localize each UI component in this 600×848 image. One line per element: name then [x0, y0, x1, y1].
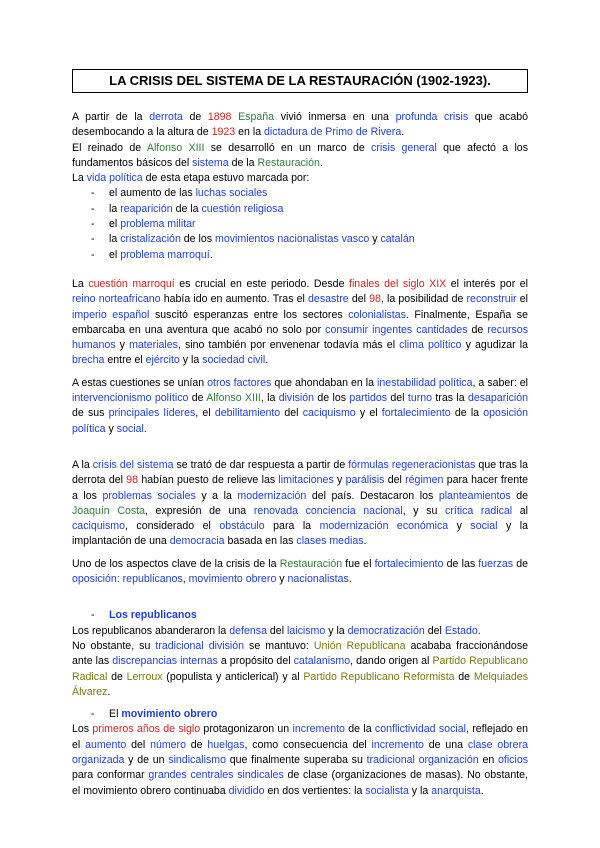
highlighted-term: dictadura de Primo de Rivera — [264, 126, 402, 139]
highlighted-term: fortalecimiento — [374, 557, 444, 570]
highlighted-term: oficios — [497, 753, 529, 766]
text-run: para la — [264, 520, 320, 533]
text-run: de la — [450, 407, 484, 420]
heading-text: movimiento obrero — [121, 708, 218, 721]
paragraph — [72, 141, 528, 172]
highlighted-term: clima político — [399, 339, 462, 352]
text-run: que finalmente superaba su — [225, 753, 367, 766]
highlighted-term: materiales — [129, 339, 178, 352]
paragraph-regeneracion — [72, 458, 528, 550]
highlighted-term: colonialistas — [348, 308, 406, 321]
text-run: , expresión de una — [145, 504, 254, 517]
text-run: , reflejado en el — [72, 723, 528, 751]
text-run: y agudizar la — [461, 339, 529, 352]
highlighted-term: Joaquín Costa — [72, 504, 145, 517]
text-run: . — [209, 248, 213, 261]
highlighted-term: oposición política — [72, 407, 529, 435]
highlighted-term: fortalecimiento — [381, 407, 451, 420]
text-run: y — [115, 339, 130, 352]
text-run: del país. Destacaron los — [306, 489, 439, 502]
text-run: del — [266, 624, 287, 637]
text-run: el — [109, 248, 121, 261]
text-run: , y su — [402, 504, 446, 517]
text-run: El reinado de — [72, 141, 147, 154]
text-run: de la — [228, 156, 258, 169]
text-run: , el — [195, 407, 215, 420]
text-run: de la — [344, 723, 375, 736]
text-run: fue el — [342, 557, 375, 570]
highlighted-term: laicismo — [287, 624, 326, 637]
highlighted-term: desaparición — [467, 392, 529, 405]
text-run: de sus — [72, 407, 109, 420]
highlighted-term: modernización económica — [319, 520, 449, 533]
text-run: No obstante, su — [72, 639, 156, 652]
highlighted-term: cuestión marroquí — [88, 277, 175, 290]
text-run: y — [105, 422, 117, 435]
highlighted-term: sistema — [192, 156, 229, 169]
highlighted-term: conflictividad social — [374, 723, 466, 736]
text-run: . — [265, 354, 269, 367]
text-run: y a la — [195, 489, 238, 502]
paragraph — [72, 110, 528, 141]
highlighted-term: 98 — [369, 293, 381, 306]
highlighted-term: Lerroux — [126, 670, 163, 683]
highlighted-term: limitaciones — [278, 474, 334, 487]
text-run: había ido en aumento. Tras el — [160, 293, 309, 306]
highlighted-term: inestabilidad política — [377, 376, 473, 389]
highlighted-term: movimiento obrero — [188, 573, 277, 586]
highlighted-term: social — [116, 422, 144, 435]
highlighted-term: Melquiades Álvarez — [72, 670, 528, 698]
highlighted-term: fórmulas regeneracionistas — [348, 458, 476, 471]
text-run: , a saber: el — [472, 376, 528, 389]
text-run: y — [369, 233, 381, 246]
highlighted-term: principales líderes — [108, 407, 196, 420]
text-run: . — [348, 573, 352, 586]
text-run: de — [467, 323, 488, 336]
highlighted-term: Partido Republicano Reformista — [303, 670, 455, 683]
text-run: de — [182, 111, 208, 123]
highlighted-term: sindicalismo — [168, 753, 226, 766]
highlighted-term: profunda crisis — [395, 111, 469, 123]
text-run: que tras la derrota del — [72, 458, 528, 487]
highlighted-term: recursos humanos — [72, 323, 528, 352]
highlighted-term: luchas sociales — [195, 187, 268, 200]
bullet-list — [72, 186, 528, 262]
highlighted-term: caciquismo — [302, 407, 356, 420]
highlighted-term: problema marroquí — [120, 248, 210, 261]
text-run: . — [143, 422, 147, 435]
text-run: que acabó desembocando a la altura de — [72, 111, 529, 139]
text-run: protagonizaron un — [200, 723, 293, 736]
text-run: A la — [72, 458, 93, 471]
highlighted-term: Alfonso XIII — [206, 392, 261, 405]
text-run: de — [185, 738, 208, 751]
text-run: la — [109, 233, 121, 246]
highlighted-term: brecha — [72, 354, 105, 367]
highlighted-term: oposición: republicanos — [72, 573, 183, 586]
text-run: de una — [423, 738, 468, 751]
highlighted-term: incremento — [371, 738, 424, 751]
text-run: del — [387, 392, 408, 405]
highlighted-term: planteamientos — [438, 489, 511, 502]
text-run: el — [109, 218, 121, 231]
highlighted-term: régimen — [405, 474, 444, 487]
highlighted-term: social — [470, 520, 498, 533]
text-run: A partir de la — [72, 111, 150, 123]
highlighted-term: ejército — [145, 354, 180, 367]
text-run: Uno de los aspectos clave de la crisis de la — [72, 557, 280, 570]
text-run: que afectó a los fundamentos básicos del — [72, 141, 528, 169]
highlighted-term: derrota — [149, 111, 183, 123]
highlighted-term: debilitamiento — [214, 407, 281, 420]
text-run: de los — [180, 233, 215, 246]
text-run: (populista y anticlerical) y al — [162, 670, 304, 683]
text-run: del — [126, 738, 151, 751]
highlighted-term: España — [238, 111, 275, 123]
highlighted-term: caciquismo — [72, 520, 125, 533]
paragraph-oposicion — [72, 557, 528, 588]
text-run: y la — [325, 624, 348, 637]
text-run: la — [109, 202, 121, 215]
intro — [72, 110, 528, 186]
text-run: de los — [314, 392, 350, 405]
text-run: habían puesto de relieve las — [138, 474, 279, 487]
text-run: de — [510, 489, 528, 502]
highlighted-term: clases medias — [296, 535, 364, 548]
highlighted-term: intervencionismo político — [72, 392, 189, 405]
text-run: . Finalmente, España se embarcaba en una aventura que acabó no solo por — [72, 308, 528, 336]
heading-prefix: El — [109, 708, 122, 721]
highlighted-term: incremento — [292, 723, 345, 736]
paragraph — [72, 624, 528, 639]
text-run: se desarrolló en un marco de — [204, 141, 372, 154]
list-item — [72, 202, 528, 217]
text-run: de esta etapa estuvo marcada por: — [142, 172, 310, 185]
page-title: LA CRISIS DEL SISTEMA DE LA RESTAURACIÓN (1902-1923). — [72, 69, 528, 93]
list-item — [72, 217, 528, 232]
highlighted-term: obstáculo — [219, 520, 265, 533]
highlighted-term: grandes centrales sindicales — [148, 769, 284, 782]
text-run: de — [188, 392, 207, 405]
highlighted-term: anarquista — [431, 784, 481, 797]
highlighted-term: problemas sociales — [102, 489, 196, 502]
highlighted-term: crítica radical — [445, 504, 513, 517]
text-run: La — [72, 172, 87, 185]
highlighted-term: huelgas — [207, 738, 245, 751]
paragraph — [72, 171, 528, 186]
paragraph-marruecos — [72, 277, 528, 369]
document-body — [72, 110, 528, 799]
text-run: del — [384, 474, 406, 487]
highlighted-term: desastre — [308, 293, 349, 306]
text-run: en dos vertientes: la — [264, 784, 366, 797]
text-run: de la — [172, 202, 202, 215]
text-run: y — [276, 573, 288, 586]
text-run: de clase (organizaciones de masas). No obstante, el movimiento obrero continuaba — [72, 769, 528, 797]
text-run: y la — [179, 354, 203, 367]
list-item — [72, 248, 528, 263]
text-run: . — [319, 156, 323, 169]
text-run: . — [107, 685, 111, 698]
highlighted-term: discrepancias internas — [112, 655, 218, 668]
text-run: , — [182, 573, 189, 586]
highlighted-term: primeros años de siglo — [92, 723, 201, 736]
paragraph-factores — [72, 376, 528, 437]
text-run: , la — [260, 392, 279, 405]
text-run: , como consecuencia del — [244, 738, 372, 751]
highlighted-term: crisis general — [371, 141, 437, 154]
highlighted-term: Restauración — [279, 557, 343, 570]
text-run: suscitó esperanzas entre los sectores — [149, 308, 349, 321]
text-run: del — [424, 624, 445, 637]
highlighted-term: Partido Republicano Radical — [72, 655, 528, 683]
highlighted-term: democratización — [347, 624, 425, 637]
highlighted-term: movimientos nacionalistas vasco — [215, 233, 370, 246]
text-run: entre el — [104, 354, 146, 367]
highlighted-term: partidos — [349, 392, 388, 405]
text-run: , sino también por envenenar todavía más el — [177, 339, 400, 352]
text-run: al — [512, 504, 529, 517]
text-run: del — [280, 407, 303, 420]
text-run: acababa fraccionándose ante las — [72, 639, 529, 668]
text-run: y el — [355, 407, 382, 420]
text-run: y — [448, 520, 471, 533]
highlighted-term: división — [278, 392, 315, 405]
text-run: para conformar — [72, 769, 149, 782]
text-run: Los — [72, 723, 93, 736]
text-run: se mantuvo: — [244, 639, 314, 652]
highlighted-term: socialista — [365, 784, 409, 797]
text-run: , dando origen al — [350, 655, 433, 668]
highlighted-term: Estado — [444, 624, 478, 637]
section-heading-republicanos: - Los republicanos — [91, 609, 197, 622]
highlighted-term: nacionalistas — [287, 573, 349, 586]
text-run: de las — [443, 557, 479, 570]
text-run: A estas cuestiones se unían — [72, 376, 208, 389]
text-run: y de un — [124, 753, 169, 766]
text-run: en la — [235, 126, 265, 139]
text-run: el — [516, 293, 528, 306]
list-item — [72, 232, 528, 247]
text-run: vivió inmersa en una — [274, 111, 396, 123]
highlighted-term: renovada conciencia nacional — [253, 504, 403, 517]
text-run: de — [107, 670, 127, 683]
text-run: que ahondaban en la — [271, 376, 378, 389]
highlighted-term: cristalización — [120, 233, 181, 246]
text-run: de — [513, 557, 528, 570]
paragraph — [72, 722, 528, 798]
text-run: basada en las — [224, 535, 297, 548]
text-run: se trató de dar respuesta a partir de — [173, 458, 349, 471]
highlighted-term: dividido — [228, 784, 265, 797]
highlighted-term: crisis del sistema — [92, 458, 174, 471]
text-run: el interés por el — [446, 277, 529, 290]
highlighted-term: defensa — [229, 624, 267, 637]
text-run: a propósito del — [217, 655, 294, 668]
text-run: La — [72, 277, 89, 290]
heading-text: Los republicanos — [109, 609, 197, 622]
list-item — [72, 186, 528, 201]
highlighted-term: problema militar — [120, 218, 196, 231]
text-run: de — [454, 670, 474, 683]
highlighted-term: tradicional organización — [366, 753, 479, 766]
highlighted-term: reaparición — [120, 202, 173, 215]
highlighted-term: finales del siglo XIX — [349, 277, 447, 290]
highlighted-term: consumir ingentes cantidades — [325, 323, 468, 336]
highlighted-term: número — [150, 738, 186, 751]
text-run: tras la — [432, 392, 468, 405]
highlighted-term: otros factores — [207, 376, 272, 389]
highlighted-term: Restauración — [257, 156, 320, 169]
highlighted-term: catalán — [380, 233, 415, 246]
highlighted-term: sociedad civil — [202, 354, 266, 367]
highlighted-term: tradicional división — [155, 639, 245, 652]
paragraph — [72, 639, 528, 700]
text-run: en — [478, 753, 498, 766]
text-run: . — [363, 535, 367, 548]
highlighted-term: 1898 — [207, 111, 232, 123]
text-run: . — [401, 126, 405, 139]
text-run: para hacer frente a los — [72, 474, 529, 502]
text-run: . — [477, 624, 481, 637]
highlighted-term: 1923 — [211, 126, 236, 139]
text-run: , considerado el — [125, 520, 220, 533]
highlighted-term: modernización — [237, 489, 307, 502]
text-run: y la — [408, 784, 432, 797]
highlighted-term: parálisis — [345, 474, 385, 487]
highlighted-term: democracia — [169, 535, 225, 548]
text-run: y la implantación de una — [72, 520, 529, 548]
highlighted-term: reconstruir — [466, 293, 517, 306]
highlighted-term: catalanismo — [293, 655, 351, 668]
highlighted-term: imperio español — [72, 308, 150, 321]
text-run: del — [348, 293, 370, 306]
section-heading-obrero: - El movimiento obrero — [91, 708, 218, 721]
text-run: el aumento de las — [109, 187, 196, 200]
text-run: es crucial en este periodo. Desde — [174, 277, 349, 290]
highlighted-term: clase obrera organizada — [72, 738, 528, 766]
text-run: Los republicanos abanderaron la — [72, 624, 230, 637]
text-run: y — [333, 474, 346, 487]
text-run: , la posibilidad de — [380, 293, 467, 306]
text-run: . — [480, 784, 484, 797]
highlighted-term: 98 — [126, 474, 139, 487]
highlighted-term: cuestión religiosa — [201, 202, 284, 215]
highlighted-term: Alfonso XIII — [146, 141, 205, 154]
highlighted-term: reino norteafricano — [72, 293, 161, 306]
highlighted-term: vida política — [86, 172, 143, 185]
highlighted-term: aumento — [85, 738, 127, 751]
highlighted-term: Unión Republicana — [313, 639, 406, 652]
highlighted-term: fuerzas — [478, 557, 514, 570]
highlighted-term: turno — [407, 392, 433, 405]
